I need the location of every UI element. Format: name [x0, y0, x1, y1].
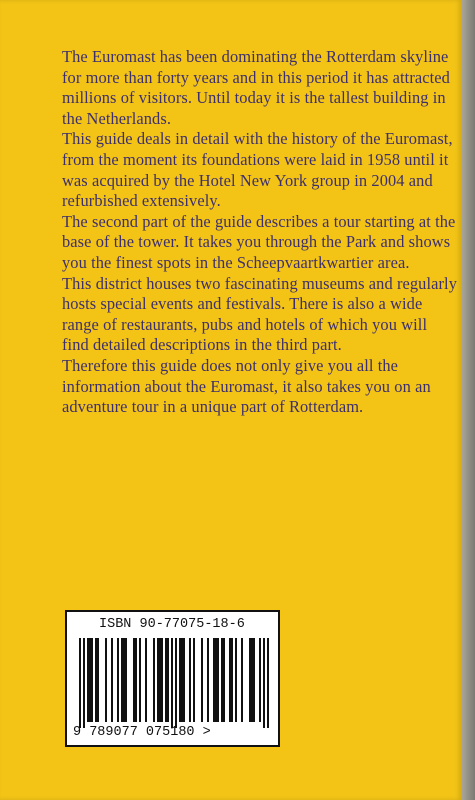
barcode-bar	[241, 638, 243, 722]
barcode-bar	[91, 638, 93, 722]
barcode-bar	[97, 638, 99, 722]
blurb-paragraph-3: The second part of the guide describes a tour starting at the base of the tower. It takes you through the Park and shows you the finest spots in the Scheepvaartkwartier area.	[62, 211, 456, 272]
barcode-guard-bar	[263, 638, 265, 728]
barcode-bar	[259, 638, 261, 722]
barcode-bar	[87, 638, 89, 722]
barcode-bar	[133, 638, 135, 722]
barcode-bar	[223, 638, 225, 722]
barcode-bar	[161, 638, 163, 722]
barcode-bar	[95, 638, 97, 722]
back-cover-blurb	[62, 47, 458, 418]
barcode-guard-bar	[175, 638, 177, 728]
barcode-bar	[121, 638, 123, 722]
barcode-bar	[207, 638, 209, 722]
barcode-bar	[157, 638, 159, 722]
barcode-bar	[193, 638, 195, 722]
barcode-guard-bar	[171, 638, 173, 728]
barcode-guard-bar	[267, 638, 269, 728]
barcode-bar	[251, 638, 253, 722]
isbn-number: ISBN 90-77075-18-6	[99, 617, 245, 632]
book-edge	[462, 0, 475, 800]
barcode-bar	[213, 638, 215, 722]
barcode-bar	[221, 638, 223, 722]
barcode-guard-bar	[79, 638, 81, 728]
blurb-paragraph-5: Therefore this guide does not only give you all the information about the Euromast, it also takes you on an adventure tour in a unique part of Rotterdam.	[62, 355, 431, 417]
blurb-paragraph-2: This guide deals in detail with the history of the Euromast, from the moment its foundations were laid in 1958 until it was acquired by the Hotel New York group in 2004 and refurbished extensively.	[62, 129, 453, 211]
barcode-bar	[217, 638, 219, 722]
barcode-bar	[153, 638, 155, 722]
barcode-bars	[75, 638, 273, 728]
barcode-bar	[159, 638, 161, 722]
barcode-bar	[167, 638, 169, 722]
barcode-bar	[181, 638, 183, 722]
barcode-bar	[249, 638, 251, 722]
barcode-bar	[253, 638, 255, 722]
barcode-bar	[231, 638, 233, 722]
barcode-bar	[229, 638, 231, 722]
barcode-bar	[201, 638, 203, 722]
barcode-bar	[145, 638, 147, 722]
barcode-bar	[105, 638, 107, 722]
barcode-bar	[165, 638, 167, 722]
barcode-bar	[135, 638, 137, 722]
barcode-bar	[179, 638, 181, 722]
ean-digits: 9 789077 075180 >	[73, 725, 211, 740]
barcode-bar	[235, 638, 237, 722]
barcode-guard-bar	[83, 638, 85, 728]
barcode-bar	[123, 638, 125, 722]
barcode-bar	[139, 638, 141, 722]
blurb-paragraph-1: The Euromast has been dominating the Rotterdam skyline for more than forty years and in this period it has attracted millions of visitors. Until today it is the tallest building in the Netherlands.	[62, 47, 450, 128]
isbn-barcode	[65, 610, 280, 747]
blurb-paragraph-4: This district houses two fascinating museums and regularly hosts special events and festivals. There is also a wide range of restaurants, pubs and hotels of which you will find detailed descriptions in the third part.	[62, 273, 458, 355]
barcode-bar	[117, 638, 119, 722]
barcode-bar	[125, 638, 127, 722]
barcode-bar	[183, 638, 185, 722]
barcode-bar	[111, 638, 113, 722]
barcode-bar	[89, 638, 91, 722]
barcode-bar	[189, 638, 191, 722]
barcode-bar	[215, 638, 217, 722]
